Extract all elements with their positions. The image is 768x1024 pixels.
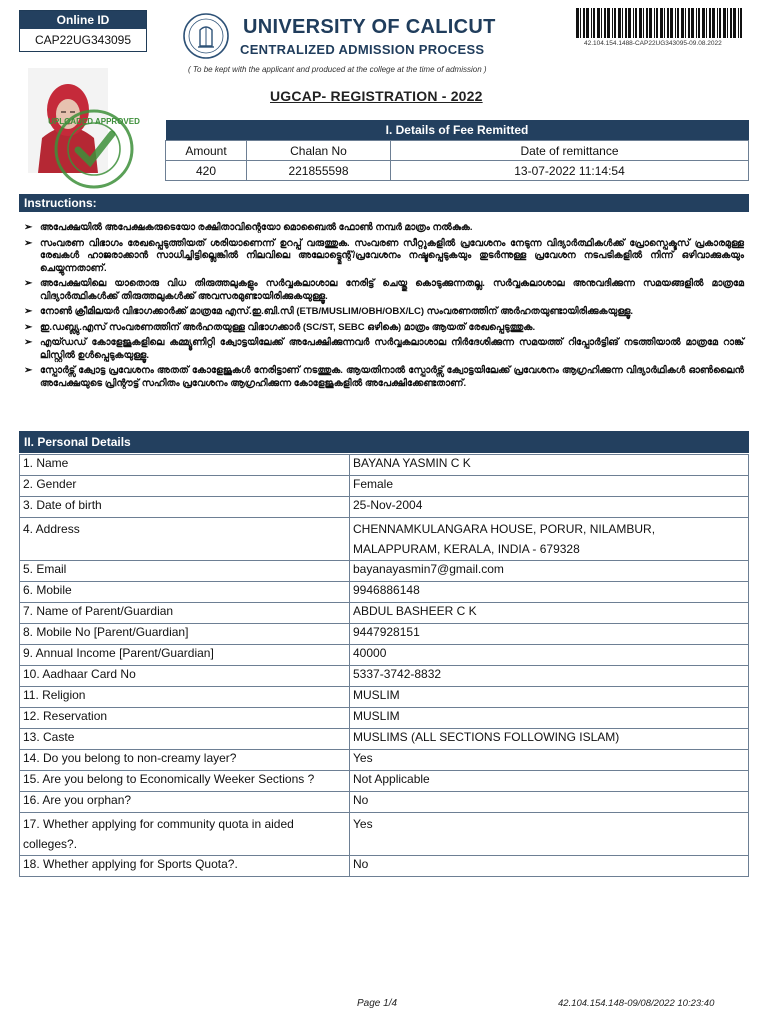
- table-row: [20, 476, 749, 497]
- university-name: UNIVERSITY OF CALICUT: [243, 16, 496, 38]
- field-value: 9447928151: [350, 624, 749, 645]
- table-row: [20, 603, 749, 624]
- fee-col-chalan: Chalan No: [247, 141, 391, 161]
- instruction-item: ➢ അപേക്ഷയിലെ യാതൊരു വിധ തിരുത്തലുകളും സർവ്വകലാശാല നേരിട്ട് ചെയ്തു കൊടുക്കുന്നതല്ല. സർവ്വകലാശാല അനുവദിക്കുന്ന സമയങ്ങളിൽ മാത്രമേ വിദ്യാർത്ഥികൾക്ക് തിരുത്തലുകൾക്ക് അവസരമുണ്ടായിരിക്കുകയുള്ളൂ.: [24, 278, 744, 303]
- table-row: [20, 497, 749, 518]
- online-id-value: CAP22UG343095: [34, 33, 132, 47]
- field-value: MUSLIM: [350, 687, 749, 708]
- field-value: 9946886148: [350, 582, 749, 603]
- fee-amount: 420: [166, 161, 247, 181]
- fee-table: [165, 120, 749, 181]
- page-title: UGCAP- REGISTRATION - 2022: [270, 88, 483, 104]
- field-value: Yes: [350, 813, 749, 856]
- field-value: CHENNAMKULANGARA HOUSE, PORUR, NILAMBUR, MALAPPURAM, KERALA, INDIA - 679328: [350, 518, 749, 561]
- table-row: [20, 624, 749, 645]
- table-row: [20, 582, 749, 603]
- field-label: 7. Name of Parent/Guardian: [20, 603, 350, 624]
- field-label: 13. Caste: [20, 729, 350, 750]
- table-row: [20, 729, 749, 750]
- field-value: bayanayasmin7@gmail.com: [350, 561, 749, 582]
- instruction-item: ➢ ഇ.ഡബ്ല്യു.എസ് സംവരണത്തിന് അർഹതയുള്ള വിഭാഗക്കാർ (SC/ST, SEBC ഒഴികെ) മാത്രം ആയത് രേഖപ്പെടുത്തുക.: [24, 322, 744, 335]
- instructions-list: [24, 222, 744, 393]
- table-row: [20, 813, 749, 856]
- online-id-label: Online ID: [20, 11, 146, 29]
- instructions-heading: Instructions:: [19, 194, 749, 212]
- field-label: 6. Mobile: [20, 582, 350, 603]
- field-value: 40000: [350, 645, 749, 666]
- field-label: 4. Address: [20, 518, 350, 561]
- field-label: 10. Aadhaar Card No: [20, 666, 350, 687]
- field-label: 14. Do you belong to non-creamy layer?: [20, 750, 350, 771]
- fee-col-amount: Amount: [166, 141, 247, 161]
- field-label: 12. Reservation: [20, 708, 350, 729]
- personal-heading: II. Personal Details: [19, 431, 749, 453]
- field-label: 2. Gender: [20, 476, 350, 497]
- page-number: Page 1/4: [357, 998, 398, 1009]
- seal-text: UPLOADED APPROVED: [48, 117, 140, 126]
- field-label: 11. Religion: [20, 687, 350, 708]
- field-value: BAYANA YASMIN C K: [350, 455, 749, 476]
- field-value: ABDUL BASHEER C K: [350, 603, 749, 624]
- table-row: [20, 792, 749, 813]
- field-value: Not Applicable: [350, 771, 749, 792]
- field-label: 16. Are you orphan?: [20, 792, 350, 813]
- table-row: [20, 455, 749, 476]
- instruction-item: ➢ സ്പോർട്സ് ക്വോട്ട പ്രവേശനം അതത് കോളേജുകൾ നേരിട്ടാണ് നടത്തുക. ആയതിനാൽ സ്പോർട്സ് ക്വോട്ടയിലേക്ക് പ്രവേശനം ആഗ്രഹിക്കുന്ന വിദ്യാർഥികൾ ഓൺലൈൻ അപേക്ഷയുടെ പ്രിന്റൗട്ട് സഹിതം പ്രവേശനം ആഗ്രഹിക്കുന്ന കോളേജുകളിൽ അപേക്ഷിക്കേണ്ടതാണ്.: [24, 365, 744, 390]
- fee-chalan: 221855598: [247, 161, 391, 181]
- instruction-item: ➢ അപേക്ഷയിൽ അപേക്ഷകരുടെയോ രക്ഷിതാവിന്റെയോ മൊബൈൽ ഫോൺ നമ്പർ മാത്രം നൽകുക.: [24, 222, 744, 235]
- personal-table: [19, 454, 749, 877]
- instruction-item: ➢ സംവരണ വിഭാഗം രേഖപ്പെടുത്തിയത് ശരിയാണെന്ന് ഉറപ്പ് വരുത്തുക. സംവരണ സീറ്റുകളിൽ പ്രവേശനം നേടുന്ന വിദ്യാർത്ഥികൾക്ക് പ്രോസ്പെക്ടസ് പ്രകാരമുള്ള രേഖകൾ ഹാജരാക്കാൻ സാധിച്ചിട്ടില്ലെങ്കിൽ നിലവിലെ അലോട്ട്മെന്റ്/പ്രവേശനം നഷ്ടപ്പെടുകയും തുടർന്നുള്ള പ്രവേശന നടപടികളിൽ നിന്ന് ഒഴിവാക്കുകയും ചെയ്യുന്നതാണ്.: [24, 238, 744, 276]
- fee-date: 13-07-2022 11:14:54: [391, 161, 749, 181]
- field-value: 25-Nov-2004: [350, 497, 749, 518]
- field-label: 1. Name: [20, 455, 350, 476]
- print-stamp: 42.104.154.148-09/08/2022 10:23:40: [558, 998, 715, 1009]
- field-value: Female: [350, 476, 749, 497]
- table-row: [20, 771, 749, 792]
- field-label: 17. Whether applying for community quota in aided colleges?.: [20, 813, 350, 856]
- barcode-icon: [576, 8, 746, 38]
- field-label: 5. Email: [20, 561, 350, 582]
- instruction-item: ➢ എയ്ഡഡ് കോളേജുകളിലെ കമ്മ്യൂണിറ്റി ക്വോട്ടയിലേക്ക് അപേക്ഷിക്കുന്നവർ സർവ്വകലാശാല നിർദേശിക്കുന്ന സമയത്ത് റിപ്പോർട്ടിങ് നടത്തിയാൽ മാത്രമേ റാങ്ക് ലിസ്റ്റിൽ ഉൾപ്പെടുകയുള്ളൂ.: [24, 337, 744, 362]
- table-row: [20, 856, 749, 877]
- field-value: Yes: [350, 750, 749, 771]
- field-value: MUSLIM: [350, 708, 749, 729]
- field-label: 15. Are you belong to Economically Weeker Sections ?: [20, 771, 350, 792]
- field-label: 9. Annual Income [Parent/Guardian]: [20, 645, 350, 666]
- table-row: [20, 708, 749, 729]
- table-row: [20, 687, 749, 708]
- field-value: MUSLIMS (ALL SECTIONS FOLLOWING ISLAM): [350, 729, 749, 750]
- table-row: [20, 666, 749, 687]
- table-row: [20, 645, 749, 666]
- process-name: CENTRALIZED ADMISSION PROCESS: [240, 42, 485, 57]
- university-logo-icon: [182, 12, 230, 60]
- online-id-box: [19, 10, 147, 52]
- field-label: 3. Date of birth: [20, 497, 350, 518]
- barcode-text: 42.104.154.1488-CAP22UG343095-09.08.2022: [584, 40, 722, 47]
- keep-note: ( To be kept with the applicant and produced at the college at the time of admission ): [188, 65, 487, 74]
- fee-heading: I. Details of Fee Remitted: [166, 120, 749, 141]
- table-row: [20, 561, 749, 582]
- instruction-item: ➢ നോൺ ക്രീമിലയർ വിഭാഗക്കാർക്ക് മാത്രമേ എസ്.ഇ.ബി.സി (ETB/MUSLIM/OBH/OBX/LC) സംവരണത്തിന് അർഹതയുണ്ടായിരിക്കുകയുള്ളൂ.: [24, 306, 744, 319]
- fee-col-date: Date of remittance: [391, 141, 749, 161]
- field-value: No: [350, 856, 749, 877]
- table-row: [20, 750, 749, 771]
- field-label: 18. Whether applying for Sports Quota?.: [20, 856, 350, 877]
- field-value: 5337-3742-8832: [350, 666, 749, 687]
- field-value: No: [350, 792, 749, 813]
- field-label: 8. Mobile No [Parent/Guardian]: [20, 624, 350, 645]
- table-row: [20, 518, 749, 561]
- approved-seal-icon: [48, 108, 140, 190]
